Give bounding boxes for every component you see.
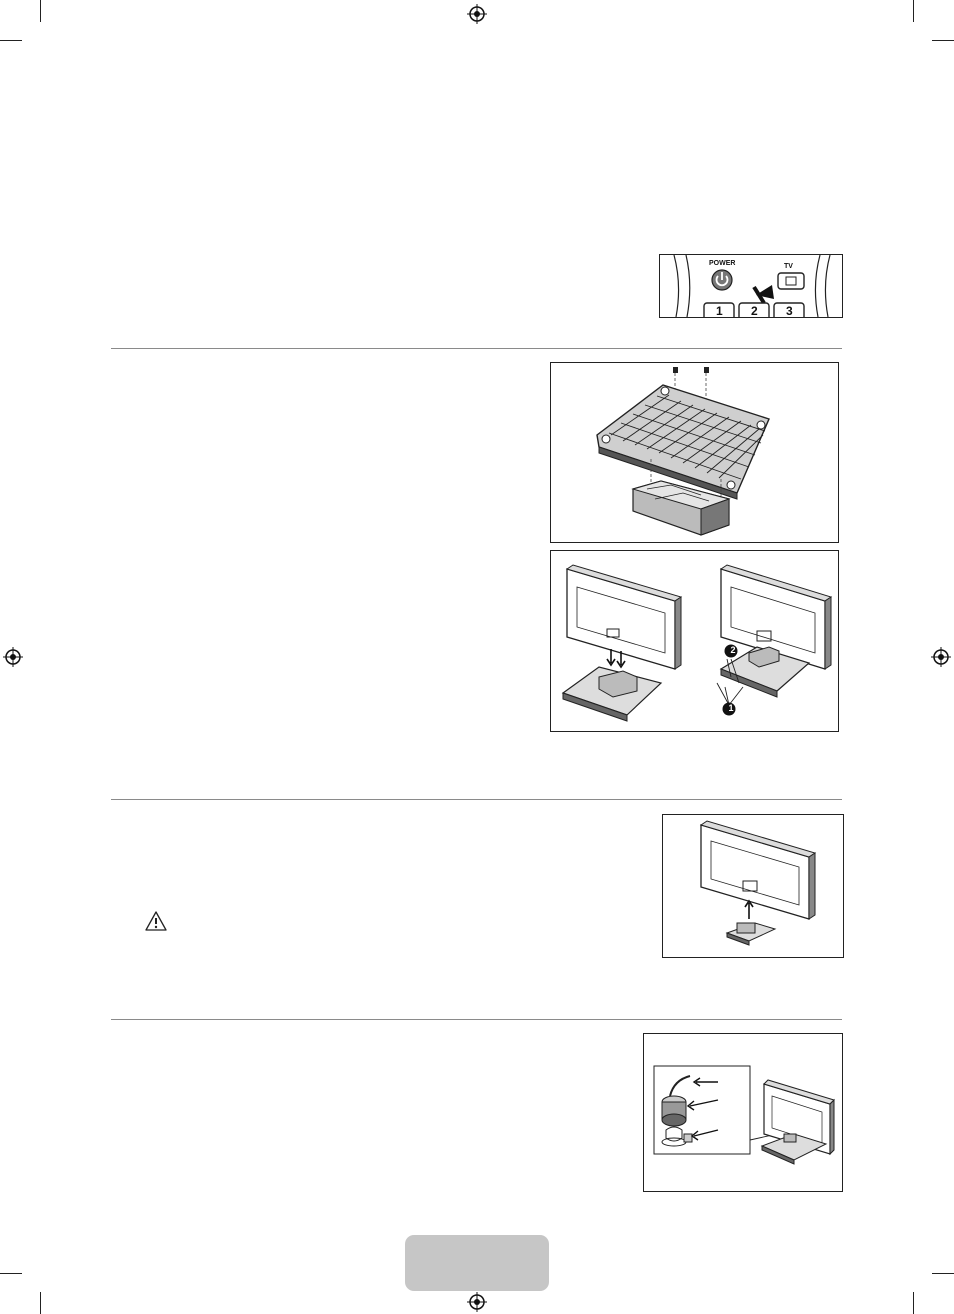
- crop-mark: [0, 1273, 22, 1274]
- registration-mark-icon: [467, 1292, 487, 1312]
- callout-number-2: 2: [730, 645, 736, 655]
- crop-mark: [0, 40, 22, 41]
- power-button-label: POWER: [709, 260, 736, 267]
- registration-mark-icon: [3, 647, 23, 667]
- registration-mark-icon: [467, 4, 487, 24]
- stand-base-assembly-figure: [550, 362, 839, 543]
- crop-mark: [913, 0, 914, 22]
- crop-mark: [932, 40, 954, 41]
- section-divider: [111, 1019, 842, 1020]
- section-divider: [111, 799, 842, 800]
- remote-key-2: 2: [751, 304, 758, 318]
- page-number-tab: [405, 1235, 549, 1291]
- remote-key-1: 1: [716, 304, 723, 318]
- stand-detach-figure: [662, 814, 844, 958]
- section-divider: [111, 348, 842, 349]
- warning-triangle-icon: [144, 910, 168, 932]
- registration-mark-icon: [931, 647, 951, 667]
- remote-key-3: 3: [786, 304, 793, 318]
- tv-button-label: TV: [784, 263, 793, 270]
- tv-stand-attach-figure: [550, 550, 839, 732]
- crop-mark: [40, 1292, 41, 1314]
- crop-mark: [40, 0, 41, 22]
- crop-mark: [932, 1273, 954, 1274]
- callout-number-1: 1: [728, 703, 734, 713]
- cable-holder-figure: [643, 1033, 843, 1192]
- crop-mark: [913, 1292, 914, 1314]
